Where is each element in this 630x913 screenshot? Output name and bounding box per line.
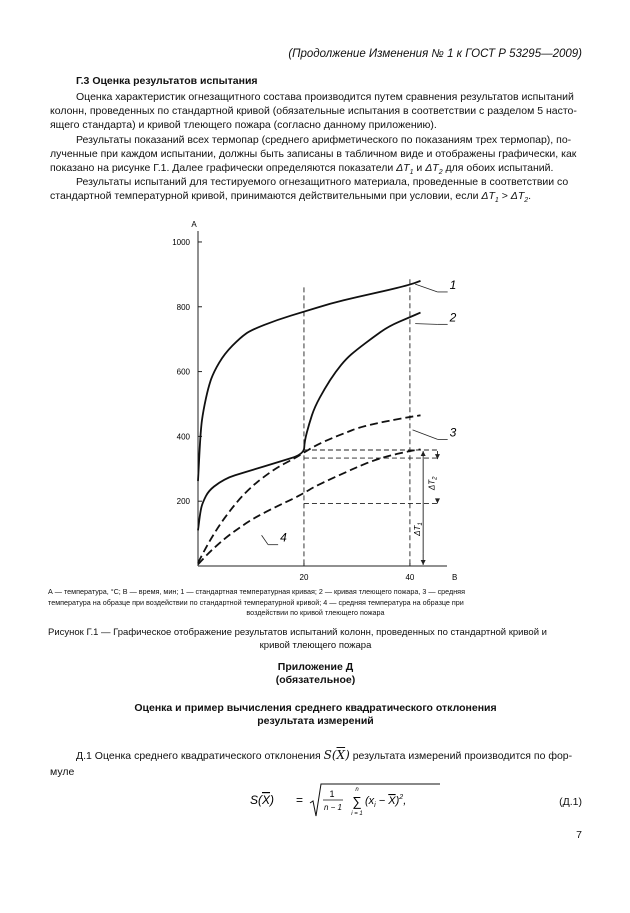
d1-text-after: результата измерений производится по фор- — [352, 750, 573, 762]
series-1-line — [198, 281, 421, 481]
frac-den: n − 1 — [323, 803, 343, 812]
caption-line-1: Рисунок Г.1 — Графическое отображение результатов испытаний колонн, проведенных по стандартной кривой и — [48, 627, 547, 638]
delta-t2-symbol: $\Delta T_2$ — [510, 190, 529, 205]
p2-line-text: показано на рисунке Г.1. Далее графически определяются показатели — [50, 162, 394, 174]
formula-lhs-x: X — [262, 793, 271, 807]
delta-t2-arrow-bottom-head — [435, 498, 440, 503]
sum-sign: ∑ — [352, 794, 362, 809]
series-1-label: 1 — [449, 277, 457, 292]
legend-line: воздействии по кривой тлеющего пожара — [246, 608, 385, 617]
frac-num: 1 — [329, 789, 335, 799]
legend-line: А — температура, °С; В — время, мин; 1 — стандартная температурная кривая; 2 — кривая тлеющего пожара, 3 — средняя — [48, 587, 465, 596]
p1-line: ящего стандарта) и кривой тлеющего пожара (согласно данному приложению). — [50, 119, 437, 131]
delta-t1-symbol: $\Delta T_1$ — [396, 162, 414, 177]
chart-series — [198, 281, 421, 565]
appendix-heading-1: Оценка и пример вычисления среднего квадратического отклонения — [134, 702, 497, 714]
d1-text-before: Д.1 Оценка среднего квадратического отклонения — [76, 750, 321, 762]
series-2-label: 2 — [449, 310, 457, 325]
page-number: 7 — [576, 829, 582, 841]
x-axis-label: В — [452, 573, 458, 582]
legend-line: температура на образце при воздействии по стандартной температурной кривой; 4 — средняя температура на образце при — [48, 597, 464, 607]
formula-d1 — [240, 776, 580, 820]
p3-line-text: стандартной температурной кривой, принимаются действительными при условии, если — [50, 190, 479, 202]
delta-t2-label: $\Delta T_2$ — [427, 476, 439, 491]
paragraph-d1 — [50, 745, 583, 778]
sum-top: n — [355, 787, 359, 793]
delta-t1-arrow-bottom-head — [421, 560, 426, 565]
appendix-title: Приложение Д — [277, 661, 354, 673]
chart-labels — [172, 220, 457, 582]
series-4-line — [198, 449, 421, 564]
series-1-leader — [415, 284, 437, 292]
p2-line: Результаты показаний всех термопар (среднего арифметического по показаниям трех термопар), по- — [76, 134, 572, 146]
appendix-heading-2: результата измерений — [257, 715, 374, 727]
y-tick-label: 400 — [176, 432, 190, 442]
delta-t2-symbol: $\Delta T_2$ — [425, 162, 443, 177]
formula-body: $(x_i - X)^2$, — [365, 794, 407, 809]
d1-line — [50, 745, 583, 766]
p1-line: Оценка характеристик огнезащитного состава производится путем сравнения результатов испытаний — [76, 91, 574, 103]
series-2-leader — [415, 324, 437, 325]
delta-t1-symbol: $\Delta T_1$ — [481, 190, 499, 205]
caption-line-2: кривой тлеющего пожара — [259, 640, 372, 651]
appendix-subtitle: (обязательное) — [275, 674, 356, 686]
formula-eq: = — [296, 793, 304, 807]
series-3-label: 3 — [449, 425, 457, 440]
x-tick-label: 20 — [299, 573, 309, 582]
y-axis-label: А — [191, 220, 197, 229]
section-title: Г.3 Оценка результатов испытания — [76, 75, 258, 87]
formula-lhs: S(X) — [250, 793, 275, 807]
delta-t1-arrow-top-head — [421, 451, 426, 456]
delta-t1-label: $\Delta T_1$ — [413, 522, 425, 536]
y-tick-label: 1000 — [172, 237, 190, 247]
x-tick-label: 40 — [405, 573, 415, 582]
y-tick-label: 600 — [176, 367, 190, 377]
y-tick-label: 200 — [176, 497, 190, 507]
p1-line: колонн, проведенных по стандартной кривой (обязательные испытания в соответствии с разделом 5 насто- — [50, 105, 577, 117]
series-4-label: 4 — [280, 530, 287, 545]
y-tick-label: 800 — [176, 302, 190, 312]
d1-line-2: муле — [50, 766, 75, 778]
sum-bottom: i = 1 — [351, 811, 363, 817]
period: . — [528, 190, 532, 202]
figure-caption — [48, 626, 583, 652]
s-of-x-symbol: $S(\overline{X})$ — [323, 748, 350, 762]
equation-number: (Д.1) — [559, 796, 582, 808]
series-4-leader — [262, 535, 269, 544]
p3-line: Результаты испытаний для тестируемого огнезащитного материала, проведенные в соответствии со — [76, 176, 569, 188]
p2-line: лученные при каждом испытании, должны быть записаны в табличном виде и отображены графически, как — [50, 148, 577, 160]
figure-legend — [48, 587, 583, 619]
and-word: и — [416, 162, 423, 174]
greater-than: > — [501, 190, 508, 202]
series-3-leader — [413, 430, 438, 439]
p2-tail: для обоих испытаний. — [445, 162, 554, 174]
running-header: (Продолжение Изменения № 1 к ГОСТ Р 53295—2009) — [288, 48, 582, 60]
